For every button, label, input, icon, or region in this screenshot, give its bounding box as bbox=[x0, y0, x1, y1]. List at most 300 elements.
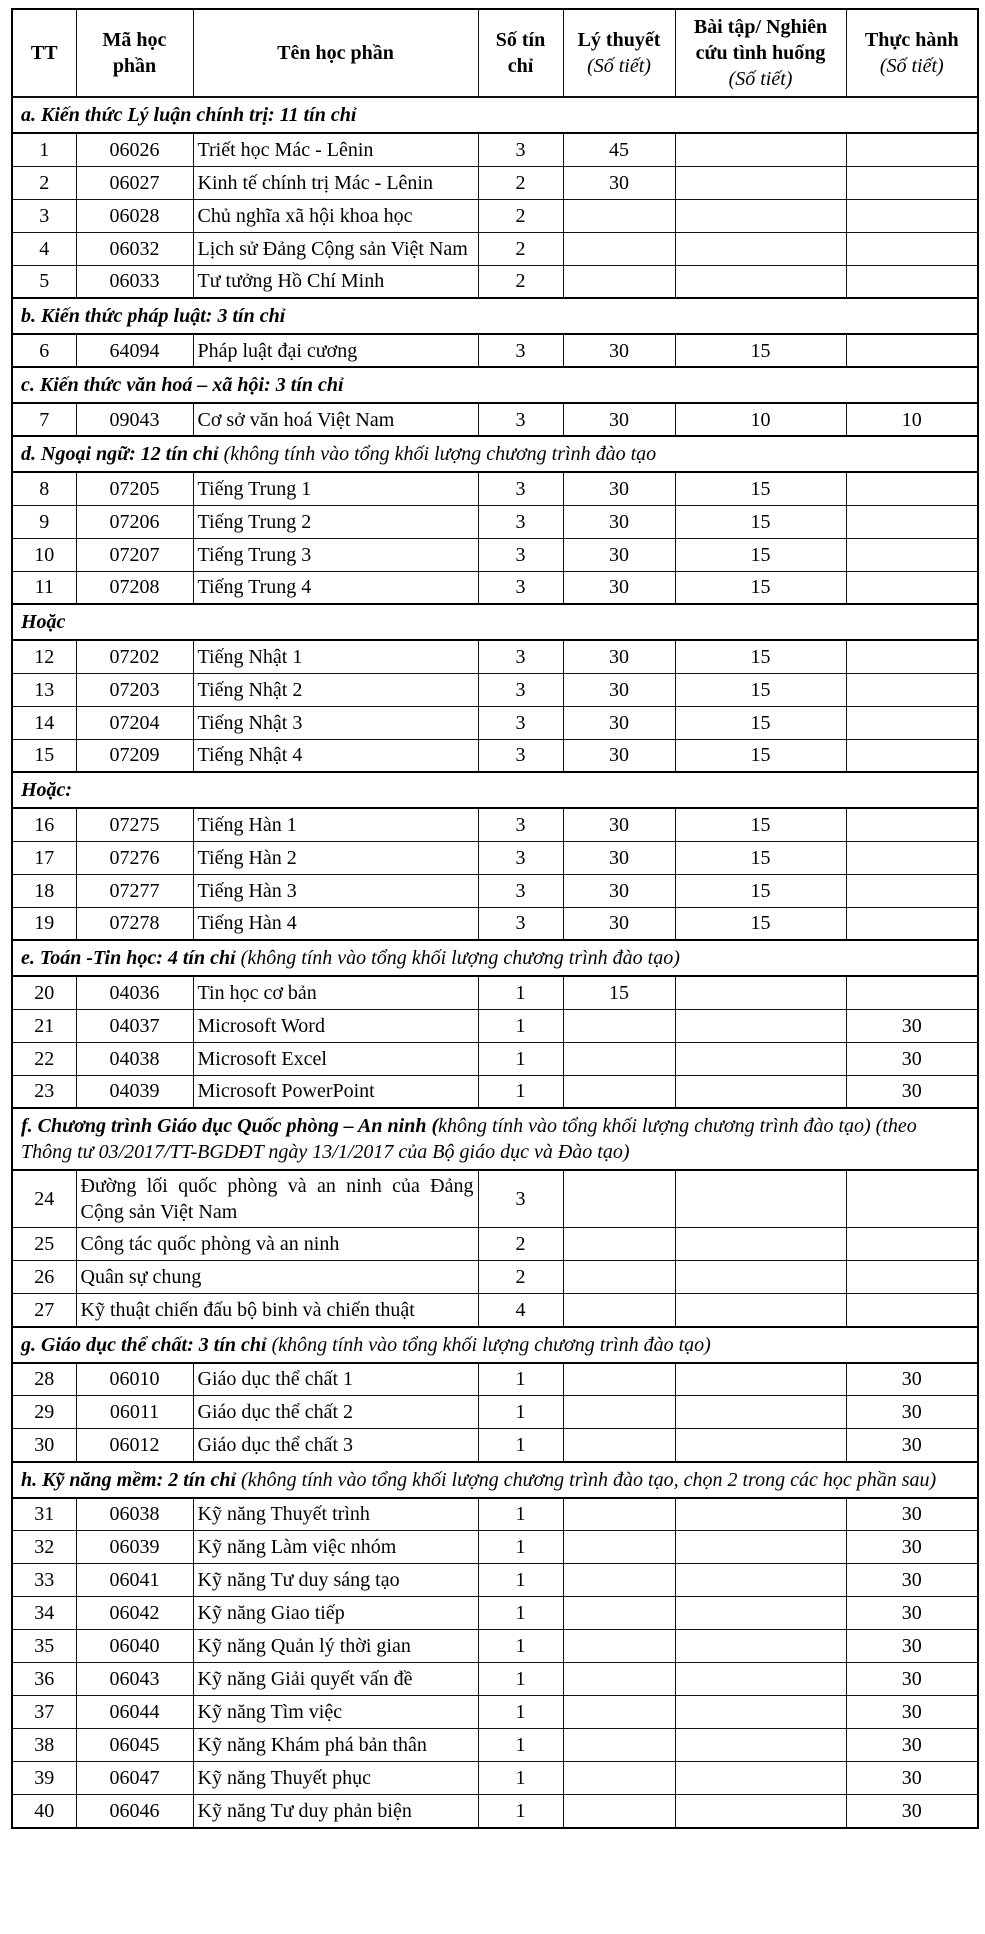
cell-course-name: Kỹ thuật chiến đấu bộ binh và chiến thuật bbox=[76, 1294, 478, 1327]
cell-course-code: 06042 bbox=[76, 1597, 193, 1630]
cell-course-name: Lịch sử Đảng Cộng sản Việt Nam bbox=[193, 232, 478, 265]
cell-exercise-periods: 15 bbox=[675, 808, 846, 841]
cell-credits: 2 bbox=[478, 265, 563, 298]
cell-credits: 2 bbox=[478, 1228, 563, 1261]
cell-course-name: Kỹ năng Tìm việc bbox=[193, 1696, 478, 1729]
cell-theory-periods: 30 bbox=[563, 874, 675, 907]
cell-course-name: Kỹ năng Giao tiếp bbox=[193, 1597, 478, 1630]
cell-exercise-periods bbox=[675, 1795, 846, 1828]
cell-exercise-periods: 15 bbox=[675, 739, 846, 772]
cell-practice-periods: 30 bbox=[846, 1042, 978, 1075]
cell-theory-periods: 30 bbox=[563, 673, 675, 706]
course-row bbox=[12, 1396, 978, 1429]
column-header-credits bbox=[478, 9, 563, 97]
cell-exercise-periods: 15 bbox=[675, 571, 846, 604]
course-row bbox=[12, 1597, 978, 1630]
cell-exercise-periods bbox=[675, 1042, 846, 1075]
cell-tt: 34 bbox=[12, 1597, 76, 1630]
cell-theory-periods bbox=[563, 1294, 675, 1327]
section-title: f. Chương trình Giáo dục Quốc phòng – An ninh ( bbox=[21, 1115, 439, 1137]
cell-tt: 31 bbox=[12, 1498, 76, 1531]
cell-practice-periods bbox=[846, 133, 978, 166]
cell-exercise-periods bbox=[675, 1564, 846, 1597]
cell-tt: 40 bbox=[12, 1795, 76, 1828]
cell-theory-periods bbox=[563, 1564, 675, 1597]
cell-theory-periods bbox=[563, 1009, 675, 1042]
cell-tt: 36 bbox=[12, 1663, 76, 1696]
section-cell bbox=[12, 298, 978, 334]
cell-credits: 3 bbox=[478, 1170, 563, 1228]
cell-course-name: Tiếng Trung 2 bbox=[193, 505, 478, 538]
cell-course-name: Chủ nghĩa xã hội khoa học bbox=[193, 199, 478, 232]
cell-theory-periods: 30 bbox=[563, 907, 675, 940]
cell-exercise-periods bbox=[675, 1762, 846, 1795]
cell-practice-periods bbox=[846, 706, 978, 739]
cell-theory-periods: 30 bbox=[563, 808, 675, 841]
section-title: g. Giáo dục thể chất: 3 tín chỉ bbox=[21, 1333, 267, 1356]
cell-tt: 30 bbox=[12, 1429, 76, 1462]
cell-course-code: 06041 bbox=[76, 1564, 193, 1597]
course-row bbox=[12, 1630, 978, 1663]
course-row bbox=[12, 199, 978, 232]
course-row bbox=[12, 538, 978, 571]
cell-theory-periods bbox=[563, 1663, 675, 1696]
cell-tt: 11 bbox=[12, 571, 76, 604]
column-label: Mã học phần bbox=[102, 29, 167, 77]
cell-exercise-periods: 15 bbox=[675, 874, 846, 907]
cell-practice-periods bbox=[846, 640, 978, 673]
cell-course-name: Kỹ năng Thuyết phục bbox=[193, 1762, 478, 1795]
cell-exercise-periods bbox=[675, 1075, 846, 1108]
cell-tt: 5 bbox=[12, 265, 76, 298]
cell-practice-periods bbox=[846, 1170, 978, 1228]
cell-exercise-periods bbox=[675, 1729, 846, 1762]
cell-exercise-periods bbox=[675, 1597, 846, 1630]
course-row bbox=[12, 1009, 978, 1042]
cell-exercise-periods bbox=[675, 265, 846, 298]
cell-credits: 1 bbox=[478, 976, 563, 1009]
cell-course-code: 06010 bbox=[76, 1363, 193, 1396]
cell-course-code: 07206 bbox=[76, 505, 193, 538]
cell-practice-periods: 30 bbox=[846, 1429, 978, 1462]
cell-credits: 3 bbox=[478, 538, 563, 571]
section-cell bbox=[12, 436, 978, 472]
cell-tt: 14 bbox=[12, 706, 76, 739]
column-label: Số tín chỉ bbox=[495, 29, 546, 77]
cell-exercise-periods: 10 bbox=[675, 403, 846, 436]
cell-theory-periods: 30 bbox=[563, 472, 675, 505]
cell-course-name: Tiếng Hàn 1 bbox=[193, 808, 478, 841]
cell-theory-periods bbox=[563, 1531, 675, 1564]
cell-tt: 23 bbox=[12, 1075, 76, 1108]
cell-course-name: Tiếng Trung 3 bbox=[193, 538, 478, 571]
cell-course-name: Tư tưởng Hồ Chí Minh bbox=[193, 265, 478, 298]
cell-tt: 19 bbox=[12, 907, 76, 940]
cell-tt: 20 bbox=[12, 976, 76, 1009]
course-row bbox=[12, 403, 978, 436]
cell-practice-periods bbox=[846, 265, 978, 298]
cell-exercise-periods: 15 bbox=[675, 538, 846, 571]
section-cell bbox=[12, 367, 978, 403]
cell-theory-periods bbox=[563, 1363, 675, 1396]
cell-theory-periods bbox=[563, 1696, 675, 1729]
course-row bbox=[12, 1170, 978, 1228]
cell-course-code: 06039 bbox=[76, 1531, 193, 1564]
cell-theory-periods bbox=[563, 232, 675, 265]
course-row bbox=[12, 1564, 978, 1597]
cell-course-code: 06028 bbox=[76, 199, 193, 232]
course-row bbox=[12, 976, 978, 1009]
cell-course-name: Kinh tế chính trị Mác - Lênin bbox=[193, 166, 478, 199]
column-sublabel: (Số tiết) bbox=[879, 55, 944, 77]
column-header-tt bbox=[12, 9, 76, 97]
section-title: d. Ngoại ngữ: 12 tín chỉ bbox=[21, 443, 219, 465]
cell-course-name: Kỹ năng Giải quyết vấn đề bbox=[193, 1663, 478, 1696]
section-cell bbox=[12, 940, 978, 976]
cell-exercise-periods bbox=[675, 1228, 846, 1261]
column-header-exercise bbox=[675, 9, 846, 97]
course-row bbox=[12, 673, 978, 706]
cell-credits: 3 bbox=[478, 571, 563, 604]
cell-course-code: 06040 bbox=[76, 1630, 193, 1663]
cell-course-name: Microsoft Word bbox=[193, 1009, 478, 1042]
cell-credits: 1 bbox=[478, 1075, 563, 1108]
cell-course-code: 06027 bbox=[76, 166, 193, 199]
course-row bbox=[12, 472, 978, 505]
cell-tt: 10 bbox=[12, 538, 76, 571]
cell-course-name: Tin học cơ bản bbox=[193, 976, 478, 1009]
cell-course-code: 04036 bbox=[76, 976, 193, 1009]
course-row bbox=[12, 1762, 978, 1795]
cell-course-code: 07276 bbox=[76, 841, 193, 874]
column-header-code bbox=[76, 9, 193, 97]
section-note: (không tính vào tổng khối lượng chương trình đào tạo, chọn 2 trong các học phần sau) bbox=[236, 1468, 937, 1491]
cell-exercise-periods bbox=[675, 1294, 846, 1327]
cell-course-name: Đường lối quốc phòng và an ninh của Đảng Cộng sản Việt Nam bbox=[76, 1170, 478, 1228]
column-label: Thực hành bbox=[864, 29, 959, 51]
cell-theory-periods: 30 bbox=[563, 334, 675, 367]
cell-course-name: Microsoft Excel bbox=[193, 1042, 478, 1075]
section-row bbox=[12, 367, 978, 403]
cell-theory-periods bbox=[563, 199, 675, 232]
course-row bbox=[12, 841, 978, 874]
cell-credits: 1 bbox=[478, 1597, 563, 1630]
cell-course-name: Tiếng Nhật 3 bbox=[193, 706, 478, 739]
cell-exercise-periods bbox=[675, 1363, 846, 1396]
cell-course-code: 06026 bbox=[76, 133, 193, 166]
cell-exercise-periods bbox=[675, 1696, 846, 1729]
cell-practice-periods: 30 bbox=[846, 1696, 978, 1729]
cell-practice-periods: 30 bbox=[846, 1498, 978, 1531]
cell-course-code: 06012 bbox=[76, 1429, 193, 1462]
course-row bbox=[12, 1075, 978, 1108]
cell-theory-periods: 30 bbox=[563, 706, 675, 739]
cell-course-code: 09043 bbox=[76, 403, 193, 436]
section-cell bbox=[12, 772, 978, 808]
table-header bbox=[12, 9, 978, 97]
cell-course-code: 06033 bbox=[76, 265, 193, 298]
cell-credits: 3 bbox=[478, 403, 563, 436]
cell-course-code: 07277 bbox=[76, 874, 193, 907]
cell-practice-periods bbox=[846, 841, 978, 874]
cell-exercise-periods: 15 bbox=[675, 505, 846, 538]
cell-tt: 17 bbox=[12, 841, 76, 874]
cell-exercise-periods bbox=[675, 1498, 846, 1531]
cell-practice-periods: 30 bbox=[846, 1363, 978, 1396]
cell-credits: 1 bbox=[478, 1531, 563, 1564]
cell-tt: 33 bbox=[12, 1564, 76, 1597]
cell-tt: 22 bbox=[12, 1042, 76, 1075]
cell-credits: 1 bbox=[478, 1696, 563, 1729]
cell-tt: 16 bbox=[12, 808, 76, 841]
cell-course-name: Kỹ năng Tư duy sáng tạo bbox=[193, 1564, 478, 1597]
course-row bbox=[12, 1531, 978, 1564]
cell-tt: 21 bbox=[12, 1009, 76, 1042]
section-cell bbox=[12, 97, 978, 133]
course-row bbox=[12, 1228, 978, 1261]
cell-course-code: 04038 bbox=[76, 1042, 193, 1075]
table-body bbox=[12, 97, 978, 1828]
cell-theory-periods bbox=[563, 1630, 675, 1663]
cell-credits: 1 bbox=[478, 1363, 563, 1396]
cell-tt: 25 bbox=[12, 1228, 76, 1261]
cell-tt: 24 bbox=[12, 1170, 76, 1228]
cell-exercise-periods bbox=[675, 1630, 846, 1663]
section-row bbox=[12, 1327, 978, 1363]
cell-course-name: Tiếng Trung 1 bbox=[193, 472, 478, 505]
cell-exercise-periods bbox=[675, 976, 846, 1009]
cell-credits: 1 bbox=[478, 1042, 563, 1075]
cell-exercise-periods: 15 bbox=[675, 640, 846, 673]
cell-course-code: 07278 bbox=[76, 907, 193, 940]
section-title: Hoặc: bbox=[21, 779, 73, 801]
cell-exercise-periods bbox=[675, 1170, 846, 1228]
cell-theory-periods bbox=[563, 1170, 675, 1228]
column-sublabel: (Số tiết) bbox=[728, 68, 793, 90]
cell-credits: 3 bbox=[478, 706, 563, 739]
cell-credits: 3 bbox=[478, 808, 563, 841]
cell-practice-periods: 30 bbox=[846, 1597, 978, 1630]
cell-practice-periods bbox=[846, 874, 978, 907]
cell-practice-periods bbox=[846, 472, 978, 505]
section-title: Hoặc bbox=[21, 611, 66, 633]
cell-tt: 2 bbox=[12, 166, 76, 199]
cell-course-name: Giáo dục thể chất 3 bbox=[193, 1429, 478, 1462]
cell-practice-periods bbox=[846, 199, 978, 232]
column-label: Tên học phần bbox=[277, 42, 394, 64]
cell-theory-periods bbox=[563, 1429, 675, 1462]
cell-theory-periods: 30 bbox=[563, 538, 675, 571]
section-row bbox=[12, 1462, 978, 1498]
cell-tt: 7 bbox=[12, 403, 76, 436]
cell-course-name: Kỹ năng Tư duy phản biện bbox=[193, 1795, 478, 1828]
cell-exercise-periods: 15 bbox=[675, 907, 846, 940]
course-row bbox=[12, 907, 978, 940]
cell-course-code: 06032 bbox=[76, 232, 193, 265]
cell-practice-periods bbox=[846, 1228, 978, 1261]
cell-exercise-periods bbox=[675, 199, 846, 232]
cell-course-code: 06045 bbox=[76, 1729, 193, 1762]
course-row bbox=[12, 1042, 978, 1075]
cell-credits: 1 bbox=[478, 1762, 563, 1795]
cell-theory-periods: 30 bbox=[563, 841, 675, 874]
course-row bbox=[12, 1729, 978, 1762]
course-row bbox=[12, 1498, 978, 1531]
cell-theory-periods bbox=[563, 1075, 675, 1108]
cell-exercise-periods bbox=[675, 166, 846, 199]
cell-course-code: 06046 bbox=[76, 1795, 193, 1828]
course-row bbox=[12, 739, 978, 772]
cell-credits: 2 bbox=[478, 199, 563, 232]
section-row bbox=[12, 436, 978, 472]
cell-practice-periods bbox=[846, 808, 978, 841]
cell-theory-periods: 45 bbox=[563, 133, 675, 166]
cell-tt: 32 bbox=[12, 1531, 76, 1564]
cell-credits: 3 bbox=[478, 907, 563, 940]
cell-credits: 3 bbox=[478, 334, 563, 367]
cell-course-code: 06047 bbox=[76, 1762, 193, 1795]
section-title: b. Kiến thức pháp luật: 3 tín chỉ bbox=[21, 305, 286, 327]
cell-credits: 3 bbox=[478, 640, 563, 673]
column-label: Lý thuyết bbox=[577, 29, 661, 51]
course-row bbox=[12, 640, 978, 673]
cell-practice-periods: 30 bbox=[846, 1663, 978, 1696]
cell-credits: 3 bbox=[478, 133, 563, 166]
course-row bbox=[12, 1429, 978, 1462]
cell-tt: 12 bbox=[12, 640, 76, 673]
section-title: e. Toán -Tin học: 4 tín chỉ bbox=[21, 947, 236, 969]
cell-exercise-periods bbox=[675, 232, 846, 265]
cell-course-name: Microsoft PowerPoint bbox=[193, 1075, 478, 1108]
cell-practice-periods: 30 bbox=[846, 1009, 978, 1042]
section-cell bbox=[12, 1327, 978, 1363]
column-header-name bbox=[193, 9, 478, 97]
cell-tt: 15 bbox=[12, 739, 76, 772]
cell-exercise-periods: 15 bbox=[675, 472, 846, 505]
cell-tt: 6 bbox=[12, 334, 76, 367]
cell-exercise-periods bbox=[675, 1663, 846, 1696]
cell-course-code: 04039 bbox=[76, 1075, 193, 1108]
cell-course-code: 04037 bbox=[76, 1009, 193, 1042]
cell-practice-periods: 30 bbox=[846, 1630, 978, 1663]
cell-course-name: Tiếng Hàn 2 bbox=[193, 841, 478, 874]
course-row bbox=[12, 1294, 978, 1327]
cell-theory-periods bbox=[563, 1498, 675, 1531]
cell-tt: 26 bbox=[12, 1261, 76, 1294]
cell-theory-periods: 30 bbox=[563, 739, 675, 772]
cell-exercise-periods: 15 bbox=[675, 673, 846, 706]
cell-course-name: Kỹ năng Làm việc nhóm bbox=[193, 1531, 478, 1564]
cell-course-name: Triết học Mác - Lênin bbox=[193, 133, 478, 166]
cell-credits: 4 bbox=[478, 1294, 563, 1327]
cell-theory-periods bbox=[563, 1042, 675, 1075]
cell-practice-periods bbox=[846, 166, 978, 199]
cell-credits: 2 bbox=[478, 166, 563, 199]
cell-credits: 1 bbox=[478, 1795, 563, 1828]
course-row bbox=[12, 808, 978, 841]
section-title: c. Kiến thức văn hoá – xã hội: 3 tín chỉ bbox=[21, 374, 344, 396]
cell-credits: 1 bbox=[478, 1009, 563, 1042]
cell-practice-periods: 30 bbox=[846, 1729, 978, 1762]
cell-practice-periods bbox=[846, 571, 978, 604]
cell-credits: 1 bbox=[478, 1396, 563, 1429]
cell-exercise-periods: 15 bbox=[675, 334, 846, 367]
cell-course-name: Cơ sở văn hoá Việt Nam bbox=[193, 403, 478, 436]
header-row bbox=[12, 9, 978, 97]
cell-practice-periods: 10 bbox=[846, 403, 978, 436]
cell-exercise-periods bbox=[675, 1396, 846, 1429]
cell-theory-periods: 30 bbox=[563, 403, 675, 436]
cell-theory-periods bbox=[563, 1261, 675, 1294]
cell-exercise-periods bbox=[675, 133, 846, 166]
course-row bbox=[12, 571, 978, 604]
cell-course-code: 07203 bbox=[76, 673, 193, 706]
course-row bbox=[12, 874, 978, 907]
cell-practice-periods: 30 bbox=[846, 1795, 978, 1828]
cell-exercise-periods bbox=[675, 1009, 846, 1042]
course-row bbox=[12, 232, 978, 265]
course-row bbox=[12, 1795, 978, 1828]
cell-tt: 29 bbox=[12, 1396, 76, 1429]
column-header-theory bbox=[563, 9, 675, 97]
cell-practice-periods bbox=[846, 976, 978, 1009]
cell-course-name: Giáo dục thể chất 2 bbox=[193, 1396, 478, 1429]
cell-credits: 1 bbox=[478, 1429, 563, 1462]
cell-theory-periods: 30 bbox=[563, 166, 675, 199]
cell-course-name: Tiếng Hàn 4 bbox=[193, 907, 478, 940]
curriculum-table bbox=[11, 8, 979, 1829]
cell-practice-periods bbox=[846, 232, 978, 265]
cell-credits: 1 bbox=[478, 1564, 563, 1597]
cell-exercise-periods bbox=[675, 1429, 846, 1462]
section-cell bbox=[12, 1462, 978, 1498]
cell-course-name: Kỹ năng Thuyết trình bbox=[193, 1498, 478, 1531]
cell-course-name: Quân sự chung bbox=[76, 1261, 478, 1294]
cell-credits: 1 bbox=[478, 1729, 563, 1762]
cell-course-name: Kỹ năng Quản lý thời gian bbox=[193, 1630, 478, 1663]
cell-tt: 3 bbox=[12, 199, 76, 232]
section-note: (không tính vào tổng khối lượng chương trình đào tạo) bbox=[266, 1333, 711, 1356]
section-title: a. Kiến thức Lý luận chính trị: 11 tín chỉ bbox=[21, 104, 357, 126]
column-sublabel: (Số tiết) bbox=[587, 55, 651, 77]
section-note: (không tính vào tổng khối lượng chương trình đào tạo bbox=[218, 443, 657, 465]
column-label: TT bbox=[30, 42, 58, 64]
cell-theory-periods bbox=[563, 1729, 675, 1762]
section-note: (không tính vào tổng khối lượng chương trình đào tạo) bbox=[235, 947, 680, 969]
course-row bbox=[12, 1663, 978, 1696]
section-row bbox=[12, 97, 978, 133]
cell-practice-periods: 30 bbox=[846, 1531, 978, 1564]
cell-theory-periods bbox=[563, 1762, 675, 1795]
cell-course-name: Pháp luật đại cương bbox=[193, 334, 478, 367]
cell-tt: 28 bbox=[12, 1363, 76, 1396]
cell-course-name: Kỹ năng Khám phá bản thân bbox=[193, 1729, 478, 1762]
cell-practice-periods bbox=[846, 907, 978, 940]
cell-tt: 37 bbox=[12, 1696, 76, 1729]
cell-course-code: 06011 bbox=[76, 1396, 193, 1429]
cell-credits: 3 bbox=[478, 505, 563, 538]
cell-course-code: 07204 bbox=[76, 706, 193, 739]
cell-practice-periods bbox=[846, 1261, 978, 1294]
cell-course-code: 07205 bbox=[76, 472, 193, 505]
course-row bbox=[12, 505, 978, 538]
course-row bbox=[12, 1696, 978, 1729]
cell-course-name: Tiếng Hàn 3 bbox=[193, 874, 478, 907]
cell-credits: 3 bbox=[478, 739, 563, 772]
cell-exercise-periods bbox=[675, 1531, 846, 1564]
cell-tt: 4 bbox=[12, 232, 76, 265]
cell-practice-periods: 30 bbox=[846, 1396, 978, 1429]
